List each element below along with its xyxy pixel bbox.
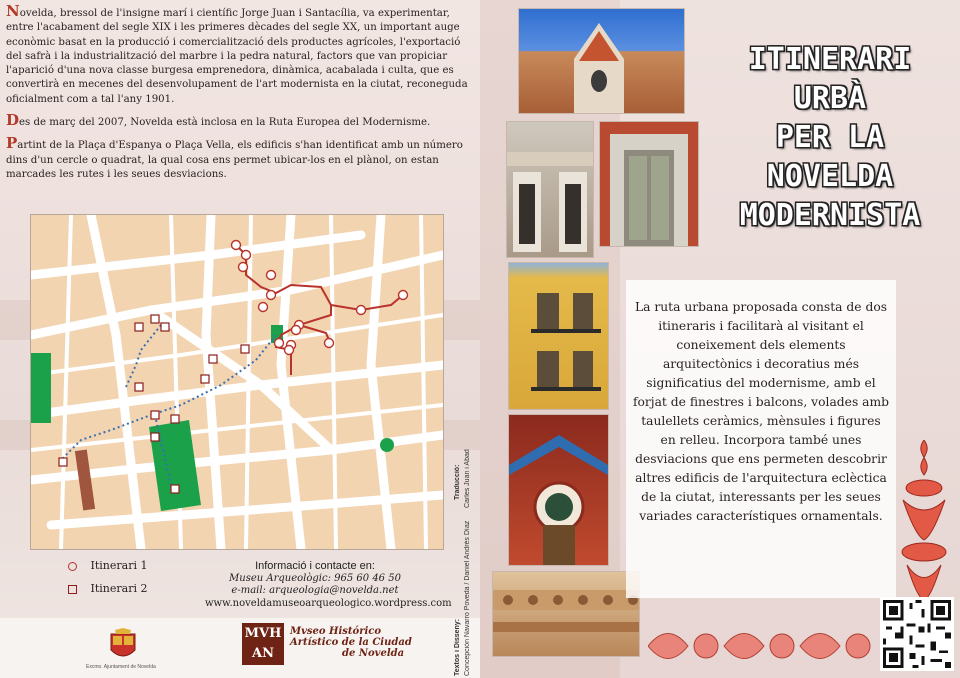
museum-name-line2: Artístico de la Ciudad xyxy=(290,637,412,648)
title-line-5: MODERNISTA xyxy=(739,198,921,233)
contact-info xyxy=(205,560,452,610)
tiled-eave-photo xyxy=(508,414,609,566)
title-line-3: PER LA xyxy=(775,120,885,155)
museum-name-line1: Mvseo Histórico xyxy=(290,626,382,637)
council-crest-icon xyxy=(103,628,143,664)
gable-tower-photo xyxy=(518,8,685,114)
intro-paragraph-3: Partint de la Plaça d'Espanya o Plaça Vella, els edificis s'han identificat amb un número dins d'un cercle o quadrat, la qual cosa ens permet ubicar-los en el plànol, on estan marcades les rutes i les seues desviacions. xyxy=(6,134,463,180)
museum-logo-letters: MVH AN xyxy=(244,626,282,661)
intro-text xyxy=(6,4,472,188)
intro-paragraph-2: Des de març del 2007, Novelda està inclosa en la Ruta Europea del Modernisme. xyxy=(6,111,431,130)
qr-code[interactable] xyxy=(880,597,954,671)
contact-website[interactable]: www.noveldamuseoarqueologico.wordpress.com xyxy=(205,597,452,609)
legend-route2 xyxy=(68,582,147,595)
credits-texts xyxy=(454,558,461,676)
drop-cap: P xyxy=(6,134,18,153)
legend-route1 xyxy=(68,559,147,572)
credits-texts-label: Textos i Disseny: xyxy=(454,618,461,676)
map-svg xyxy=(31,215,443,549)
contact-heading: Informació i contacte en: xyxy=(255,560,375,572)
route-map[interactable] xyxy=(30,214,444,550)
title-line-2: URBÀ xyxy=(793,81,867,116)
legend-route1-label: Itinerari 1 xyxy=(90,559,148,572)
square-icon xyxy=(68,585,77,594)
drop-cap: N xyxy=(6,2,20,20)
title-line-4: NOVELDA xyxy=(766,159,894,194)
description-text: La ruta urbana proposada consta de dos itineraris i facilitarà al visitant el coneixement dels elements arquitectònics i decoratius més significatius del modernisme, amb el forjat de finestres i balcons, volades amb taulellets ceràmics, mènsules i figures en relleu. Incorpora també unes desviacions que ens permeten descobrir altres edificis de l'arquitectura eclèctica de la ciutat, interessants per les seues variades característiques ornamentals. xyxy=(632,300,890,523)
intro-paragraph-1: Novelda, bressol de l'insigne marí i científic Jorge Juan i Santacília, va experimentar, entre l'acabament del segle XIX i les primeres dècades del segle XX, un important auge econòmic basat en la producció i comercialització dels productes agrícoles, l'exportació del safrà i la industrialització del marbre i la pedra natural, factors que van propiciar l'aparició d'una nova classe burgesa emprenedora, dinàmica, acabalada i culta, que es convertirà en mecenes del desenvolupament de l'art modernista en la ciutat, reconeguda oficialment com a tal l'any 1901. xyxy=(6,2,468,105)
museum-logo xyxy=(242,623,284,665)
door-photo xyxy=(599,121,699,247)
drop-cap: D xyxy=(6,111,20,130)
title-line-1: ITINERARI xyxy=(748,42,912,77)
credits-names: Concepción Navarro Poveda / Daniel Andrés Díaz xyxy=(464,520,471,676)
circle-icon xyxy=(68,562,77,571)
credits-translation xyxy=(454,428,461,500)
floral-border-icon xyxy=(648,616,878,676)
credits-translator xyxy=(464,428,471,508)
contact-email[interactable]: e-mail: arqueologia@novelda.net xyxy=(231,585,399,596)
museum-name-line3: de Novelda xyxy=(342,648,405,659)
yellow-building-photo xyxy=(508,262,609,410)
legend-route2-label: Itinerari 2 xyxy=(90,582,148,595)
contact-museum-phone: Museu Arqueològic: 965 60 46 50 xyxy=(229,572,401,584)
facade-corner-photo xyxy=(506,121,594,258)
brochure-title xyxy=(722,40,938,235)
qr-code-icon xyxy=(880,597,954,671)
cornice-photo xyxy=(492,571,640,657)
council-caption: Excmo. Ajuntament de Novelda xyxy=(86,664,156,670)
museum-name xyxy=(290,626,412,659)
credits-translator-name: Carles Juan i Abad xyxy=(464,449,471,508)
credits-translation-label: Traducció: xyxy=(454,464,461,500)
floral-ornament-icon xyxy=(893,440,955,600)
